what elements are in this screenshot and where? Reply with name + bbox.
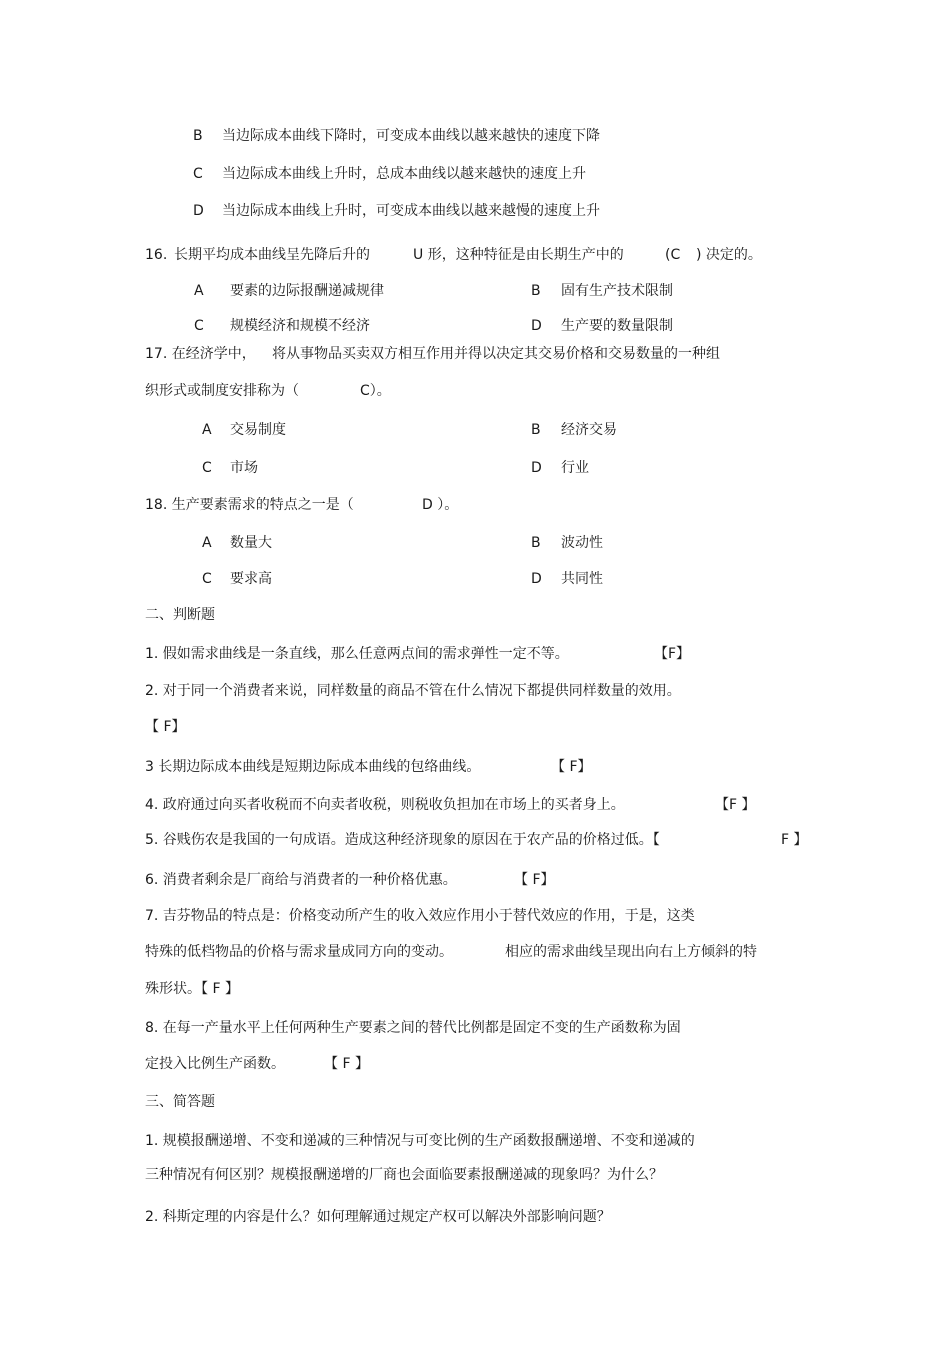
- option-text: 经济交易: [561, 422, 617, 438]
- option-letter: D: [531, 318, 542, 334]
- option-text: 市场: [230, 460, 258, 476]
- option-letter: A: [202, 422, 212, 438]
- option-letter: B: [531, 283, 541, 299]
- option-text: 要求高: [230, 571, 272, 587]
- short-answer-question: 三种情况有何区别？规模报酬递增的厂商也会面临要素报酬递减的现象吗？为什么？: [145, 1167, 663, 1183]
- option-letter: C: [193, 166, 203, 182]
- question-text: 织形式或制度安排称为（: [145, 383, 299, 399]
- question-text: 18. 生产要素需求的特点之一是（: [145, 497, 354, 513]
- question-text: 将从事物品买卖双方相互作用并得以决定其交易价格和交易数量的一种组: [272, 346, 720, 362]
- question-text: ) 决定的。: [696, 247, 762, 263]
- short-answer-question: 1. 规模报酬递增、不变和递减的三种情况与可变比例的生产函数报酬递增、不变和递减的: [145, 1133, 695, 1149]
- question-text: U 形，这种特征是由长期生产中的: [413, 247, 624, 263]
- question-text: 长期平均成本曲线呈先降后升的: [174, 247, 370, 263]
- short-answer-question: 2. 科斯定理的内容是什么？如何理解通过规定产权可以解决外部影响问题？: [145, 1209, 611, 1225]
- judgement-text: 4. 政府通过向买者收税而不向卖者收税，则税收负担加在市场上的买者身上。: [145, 797, 625, 813]
- section-heading: 三、简答题: [145, 1094, 215, 1110]
- judgement-text: 2. 对于同一个消费者来说，同样数量的商品不管在什么情况下都提供同样数量的效用。: [145, 683, 681, 699]
- judgement-text: 1. 假如需求曲线是一条直线，那么任意两点间的需求弹性一定不等。: [145, 646, 569, 662]
- option-letter: B: [531, 422, 541, 438]
- judgement-mark: F 】: [781, 832, 808, 848]
- answer: D ）。: [422, 497, 459, 513]
- judgement-text: 特殊的低档物品的价格与需求量成同方向的变动。: [145, 944, 453, 960]
- section-heading: 二、判断题: [145, 607, 215, 623]
- option-text: 交易制度: [230, 422, 286, 438]
- option-letter: C: [202, 571, 212, 587]
- judgement-mark: 【 F 】: [324, 1056, 369, 1072]
- option-letter: B: [531, 535, 541, 551]
- judgement-text: 7. 吉芬物品的特点是：价格变动所产生的收入效应作用小于替代效应的作用，于是，这类: [145, 908, 695, 924]
- option-text: 规模经济和规模不经济: [230, 318, 370, 334]
- option-text: 共同性: [561, 571, 603, 587]
- option-letter: B: [193, 128, 203, 144]
- option-letter: A: [202, 535, 212, 551]
- judgement-mark: 【 F】: [145, 719, 186, 735]
- option-letter: D: [531, 460, 542, 476]
- option-text: 当边际成本曲线上升时，总成本曲线以越来越快的速度上升: [222, 166, 586, 182]
- option-text: 行业: [561, 460, 589, 476]
- option-text: 当边际成本曲线下降时，可变成本曲线以越来越快的速度下降: [222, 128, 600, 144]
- judgement-mark: 【 F】: [551, 759, 592, 775]
- judgement-text: 3 长期边际成本曲线是短期边际成本曲线的包络曲线。: [145, 759, 481, 775]
- option-text: 生产要的数量限制: [561, 318, 673, 334]
- option-text: 数量大: [230, 535, 272, 551]
- question-number: 16.: [145, 247, 168, 263]
- judgement-text: 定投入比例生产函数。: [145, 1056, 285, 1072]
- judgement-text: 8. 在每一产量水平上任何两种生产要素之间的替代比例都是固定不变的生产函数称为固: [145, 1020, 681, 1036]
- option-text: 固有生产技术限制: [561, 283, 673, 299]
- judgement-text: 相应的需求曲线呈现出向右上方倾斜的特: [505, 944, 757, 960]
- judgement-text: 5. 谷贱伤农是我国的一句成语。造成这种经济现象的原因在于农产品的价格过低。【: [145, 832, 660, 848]
- option-letter: C: [194, 318, 204, 334]
- judgement-mark: 【F】: [654, 646, 691, 662]
- option-letter: D: [531, 571, 542, 587]
- option-letter: D: [193, 203, 204, 219]
- judgement-mark: 【F 】: [715, 797, 756, 813]
- judgement-text: 6. 消费者剩余是厂商给与消费者的一种价格优惠。: [145, 872, 457, 888]
- option-letter: C: [202, 460, 212, 476]
- question-text: 17. 在经济学中，: [145, 346, 256, 362]
- option-text: 要素的边际报酬递减规律: [230, 283, 384, 299]
- answer: C）。: [360, 383, 391, 399]
- judgement-mark: 【 F】: [514, 872, 555, 888]
- option-text: 当边际成本曲线上升时，可变成本曲线以越来越慢的速度上升: [222, 203, 600, 219]
- option-letter: A: [194, 283, 204, 299]
- option-text: 波动性: [561, 535, 603, 551]
- answer: (C: [665, 247, 681, 263]
- judgement-text: 殊形状。【 F 】: [145, 981, 239, 997]
